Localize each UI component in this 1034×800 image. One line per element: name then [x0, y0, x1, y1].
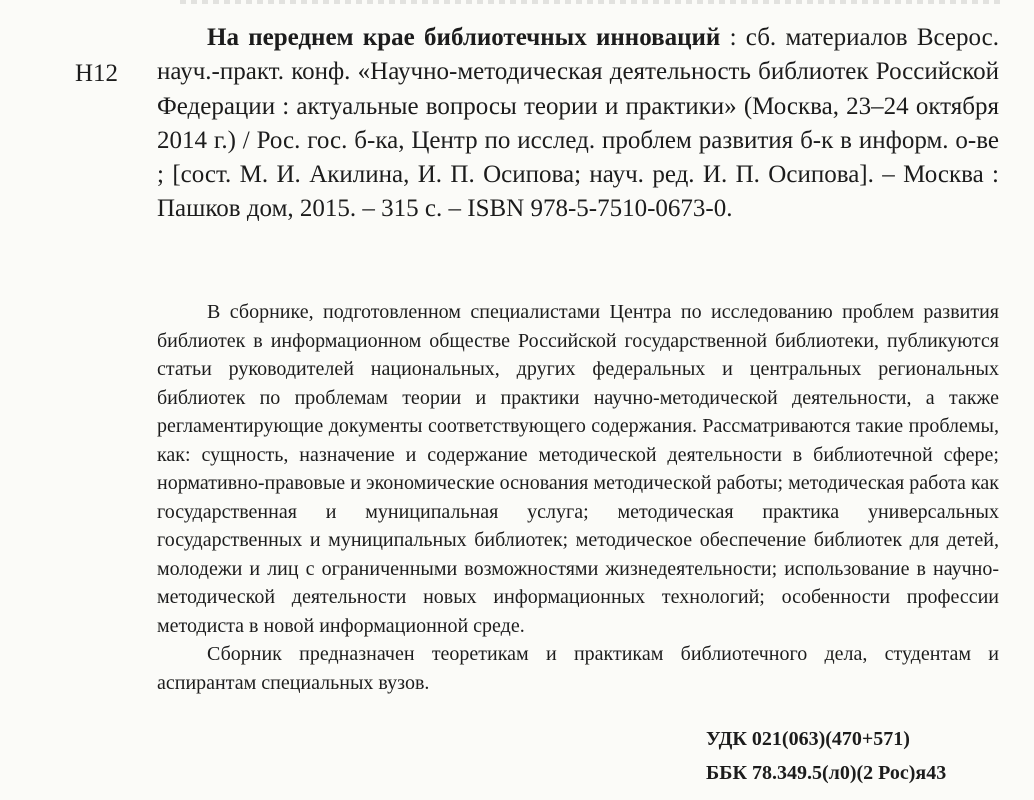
annotation — [157, 298, 999, 697]
udk-index: УДК 021(063)(470+571) — [706, 728, 910, 750]
book-title: На переднем крае библиотечных инноваций — [207, 24, 721, 51]
citation-details: : сб. материалов Всерос. науч.-практ. конф. «Научно-методическая деятельность библиотек Российской Федерации : актуальные вопросы теории и практики» (Москва, 23–24 октября 2014 г.) / Рос. гос. б-ка, Центр по исслед. проблем развития б-к в информ. о-ве ; [сост. М. И. Акилина, И. П. Осипова; науч. ред. И. П. Осипова]. – Москва : Пашков дом, 2015. – 315 с. – ISBN 978-5-7510-0673-0. — [157, 24, 999, 223]
classification-indexes — [706, 722, 946, 790]
scan-bleed-through — [180, 0, 1000, 4]
bbk-index: ББК 78.349.5(л0)(2 Рос)я43 — [706, 762, 947, 784]
annotation-paragraph: В сборнике, подготовленном специалистами Центра по исследованию проблем развития библиотек в информационном обществе Российской государственной библиотеки, публикуются статьи руководителей национальных, других федеральных и центральных региональных библиотек по проблемам теории и практики научно-методической деятельности, а также регламентирующие документы соответствующего содержания. Рассматриваются такие проблемы, как: сущность, назначение и содержание методической деятельности в библиотечной сфере; нормативно-правовые и экономические основания методической работы; методическая работа как государственная и муниципальная услуга; методическая практика универсальных государственных и муниципальных библиотек; методическое обеспечение библиотек для детей, молодежи и лиц с ограниченными возможностями жизнедеятельности; использование в научно-методической деятельности новых информационных технологий; особенности профессии методиста в новой информационной среде. — [157, 301, 999, 637]
annotation-audience-paragraph: Сборник предназначен теоретикам и практикам библиотечного дела, студентам и аспирантам специальных вузов. — [157, 643, 999, 694]
classification-code: Н12 — [75, 60, 119, 87]
bibliographic-citation — [157, 21, 999, 227]
